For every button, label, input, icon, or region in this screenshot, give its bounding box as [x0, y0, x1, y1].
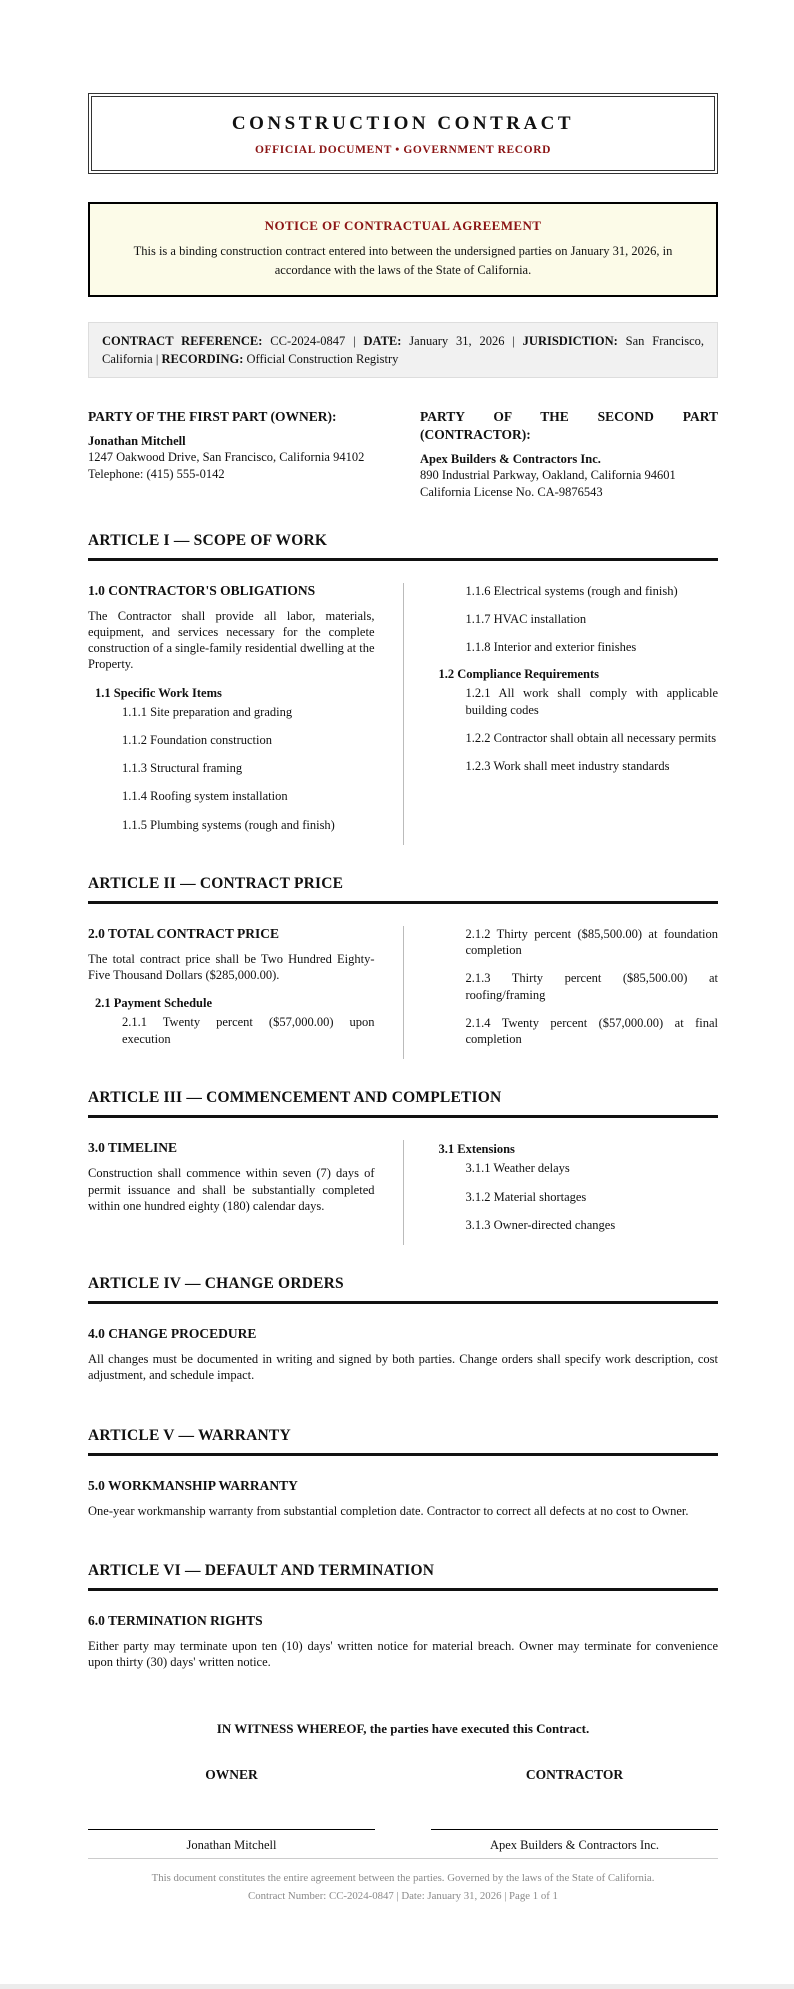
party-block — [420, 408, 718, 502]
clause-item: 1.1.8 Interior and exterior finishes — [465, 640, 637, 655]
party-block — [88, 408, 386, 502]
article-column — [88, 926, 375, 1060]
clause-item: 2.1.4 Twenty percent ($57,000.00) at final completion — [465, 1015, 718, 1047]
article-section — [88, 1562, 718, 1684]
article-column — [88, 1613, 718, 1684]
witness-section — [88, 1721, 718, 1853]
article-columns — [88, 583, 718, 845]
clause-paragraph: The total contract price shall be Two Hundred Eighty-Five Thousand Dollars ($285,000.00). — [88, 951, 375, 983]
article-section — [88, 1427, 718, 1532]
reference-label: RECORDING: — [161, 351, 244, 366]
article-column — [88, 1140, 375, 1245]
reference-label: DATE: — [363, 333, 402, 348]
party-detail-line: Telephone: (415) 555-0142 — [88, 467, 225, 482]
party-heading: PARTY OF THE FIRST PART (OWNER): — [88, 408, 337, 424]
article-columns — [88, 926, 718, 1060]
clause-item: 2.1.1 Twenty percent ($57,000.00) upon execution — [122, 1015, 375, 1046]
document-title-box — [88, 93, 718, 174]
section-heading: 5.0 WORKMANSHIP WARRANTY — [88, 1477, 298, 1493]
signature-row — [88, 1767, 718, 1853]
document-title-box-inner — [91, 96, 715, 171]
article-column — [88, 1478, 718, 1532]
article-heading: ARTICLE I — SCOPE OF WORK — [88, 532, 718, 561]
clause-paragraph: Construction shall commence within seven (7) days of permit issuance and shall be substantially completed within one hundred eighty (180) calendar days. — [88, 1166, 375, 1213]
clause-item: 1.1.7 HVAC installation — [465, 611, 587, 626]
article-columns — [88, 1478, 718, 1532]
signatory-name: Apex Builders & Contractors Inc. — [489, 1838, 660, 1853]
subsection-heading: 2.1 Payment Schedule — [95, 996, 213, 1011]
party-detail-line: California License No. CA-9876543 — [420, 485, 603, 500]
article-heading: ARTICLE II — CONTRACT PRICE — [88, 875, 718, 904]
clause-item: 2.1.3 Thirty percent ($85,500.00) at roofing/framing — [465, 971, 718, 1002]
subsection-heading: 1.1 Specific Work Items — [95, 685, 222, 700]
party-name: Apex Builders & Contractors Inc. — [420, 452, 601, 467]
article-columns — [88, 1326, 718, 1397]
signature-line — [431, 1783, 718, 1830]
notice-body: This is a binding construction contract entered into between the undersigned parties on January 31, 2026, in accordance with the laws of the State of California. — [133, 244, 673, 277]
party-name: Jonathan Mitchell — [88, 433, 186, 448]
section-heading: 1.0 CONTRACTOR'S OBLIGATIONS — [88, 582, 316, 598]
clause-item: 1.1.5 Plumbing systems (rough and finish) — [122, 817, 335, 832]
article-column — [403, 926, 719, 1060]
signature-block — [431, 1767, 718, 1853]
page-footer — [88, 1858, 718, 1906]
signatory-role: OWNER — [205, 1767, 258, 1783]
article-columns — [88, 1613, 718, 1684]
article-column — [88, 1326, 718, 1397]
signatory-name: Jonathan Mitchell — [186, 1838, 277, 1853]
reference-label: JURISDICTION: — [522, 333, 618, 348]
article-heading: ARTICLE IV — CHANGE ORDERS — [88, 1275, 718, 1304]
clause-item: 3.1.3 Owner-directed changes — [465, 1217, 616, 1232]
clause-item: 1.1.6 Electrical systems (rough and finish) — [465, 583, 678, 598]
notice-box — [88, 202, 718, 297]
clause-paragraph: Either party may terminate upon ten (10) days' written notice for material breach. Owner may terminate for convenience upon thirty (30) days' written notice. — [88, 1638, 718, 1670]
section-heading: 4.0 CHANGE PROCEDURE — [88, 1326, 257, 1342]
signatory-role: CONTRACTOR — [525, 1767, 624, 1783]
clause-item: 1.2.3 Work shall meet industry standards — [465, 759, 670, 774]
clause-paragraph: All changes must be documented in writing and signed by both parties. Change orders shall specify work description, cost adjustment, and schedule impact. — [88, 1352, 718, 1383]
clause-item: 1.1.1 Site preparation and grading — [122, 704, 293, 719]
reference-label: CONTRACT REFERENCE: — [102, 333, 263, 348]
clause-item: 3.1.1 Weather delays — [465, 1161, 570, 1176]
document-title: CONSTRUCTION CONTRACT — [231, 113, 575, 134]
parties-row — [88, 408, 718, 502]
article-column — [88, 583, 375, 845]
document-subtitle: OFFICIAL DOCUMENT • GOVERNMENT RECORD — [254, 144, 552, 156]
clause-paragraph: One-year workmanship warranty from substantial completion date. Contractor to correct all defects at no cost to Owner. — [88, 1503, 689, 1518]
clause-item: 1.2.1 All work shall comply with applicable building codes — [465, 686, 718, 717]
article-heading: ARTICLE VI — DEFAULT AND TERMINATION — [88, 1562, 718, 1591]
article-section — [88, 1275, 718, 1397]
clause-item: 1.1.3 Structural framing — [122, 761, 243, 776]
clause-item: 1.1.2 Foundation construction — [122, 732, 272, 747]
subsection-heading: 1.2 Compliance Requirements — [438, 667, 600, 682]
clause-paragraph: The Contractor shall provide all labor, materials, equipment, and services necessary for the complete construction of a single-family residential dwelling at the Property. — [88, 608, 375, 672]
witness-statement: IN WITNESS WHEREOF, the parties have executed this Contract. — [216, 1721, 590, 1737]
article-column — [403, 1140, 719, 1245]
article-section — [88, 875, 718, 1060]
footer-line-1: This document constitutes the entire agreement between the parties. Governed by the laws of the State of California. — [151, 1872, 655, 1885]
article-section — [88, 1089, 718, 1245]
party-detail-line: 890 Industrial Parkway, Oakland, California 94601 — [420, 468, 676, 483]
section-heading: 6.0 TERMINATION RIGHTS — [88, 1612, 263, 1628]
party-detail-line: 1247 Oakwood Drive, San Francisco, California 94102 — [88, 449, 365, 464]
article-heading: ARTICLE V — WARRANTY — [88, 1427, 718, 1456]
clause-item: 1.2.2 Contractor shall obtain all necessary permits — [465, 730, 717, 745]
reference-bar: CONTRACT REFERENCE: CC-2024-0847 | DATE: January 31, 2026 | JURISDICTION: San Francisco, California | RECORDING: Official Construction Registry — [88, 322, 718, 378]
clause-item: 2.1.2 Thirty percent ($85,500.00) at foundation completion — [465, 926, 718, 958]
signature-line — [88, 1783, 375, 1830]
article-heading: ARTICLE III — COMMENCEMENT AND COMPLETION — [88, 1089, 718, 1118]
footer-line-2: Contract Number: CC-2024-0847 | Date: January 31, 2026 | Page 1 of 1 — [248, 1890, 558, 1903]
signature-block — [88, 1767, 375, 1853]
clause-item: 3.1.2 Material shortages — [465, 1189, 587, 1204]
section-heading: 2.0 TOTAL CONTRACT PRICE — [88, 925, 280, 941]
subsection-heading: 3.1 Extensions — [438, 1142, 515, 1157]
article-section — [88, 532, 718, 845]
article-columns — [88, 1140, 718, 1245]
notice-title: NOTICE OF CONTRACTUAL AGREEMENT — [264, 218, 542, 233]
article-column — [403, 583, 719, 845]
section-heading: 3.0 TIMELINE — [88, 1140, 178, 1156]
articles — [88, 502, 718, 1684]
clause-item: 1.1.4 Roofing system installation — [122, 789, 288, 804]
party-heading: PARTY OF THE SECOND PART (CONTRACTOR): — [420, 408, 718, 442]
